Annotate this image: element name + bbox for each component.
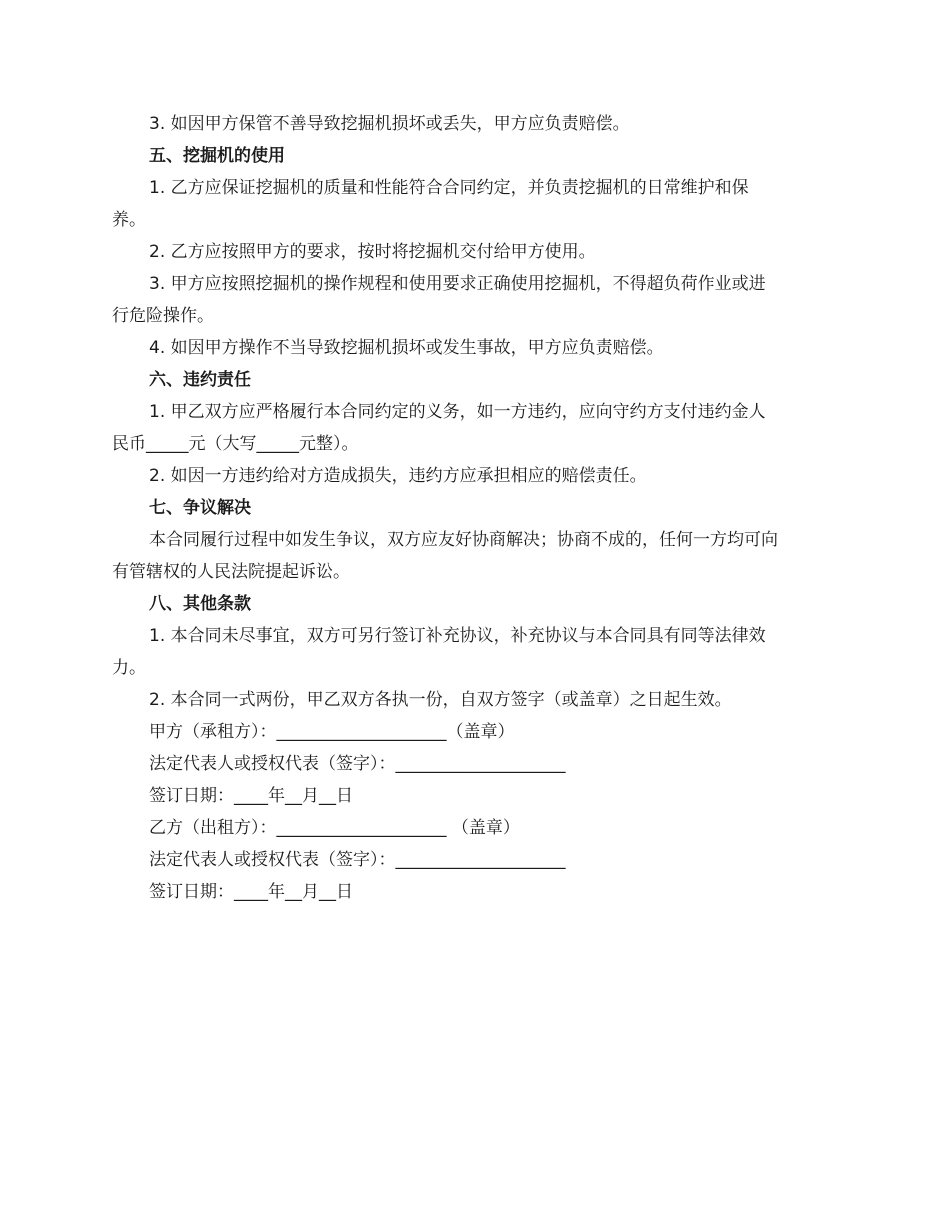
contract-text-line: 1. 甲乙双方应严格履行本合同约定的义务，如一方违约，应向守约方支付违约金人 (149, 402, 766, 422)
contract-text-line: 1. 乙方应保证挖掘机的质量和性能符合合同约定，并负责挖掘机的日常维护和保 (149, 178, 749, 198)
contract-text-line: 签订日期：____年__月__日 (149, 882, 353, 902)
contract-text-line: 4. 如因甲方操作不当导致挖掘机损坏或发生事故，甲方应负责赔偿。 (149, 338, 664, 358)
section-heading: 六、违约责任 (149, 370, 251, 390)
contract-text-line: 2. 乙方应按照甲方的要求，按时将挖掘机交付给甲方使用。 (149, 242, 596, 262)
section-heading: 八、其他条款 (149, 594, 251, 614)
contract-text-line: 行危险操作。 (112, 306, 214, 326)
contract-text-line: 有管辖权的人民法院提起诉讼。 (112, 562, 350, 582)
contract-text-line: 法定代表人或授权代表（签字）：____________________ (149, 850, 566, 870)
section-heading: 五、挖掘机的使用 (149, 146, 285, 166)
contract-text-line: 力。 (112, 658, 146, 678)
contract-text-line: 甲方（承租方）：____________________（盖章） (149, 722, 515, 742)
contract-text-line: 法定代表人或授权代表（签字）：____________________ (149, 754, 566, 774)
contract-text-line: 养。 (112, 210, 146, 230)
contract-text-line: 本合同履行过程中如发生争议，双方应友好协商解决；协商不成的，任何一方均可向 (149, 530, 778, 550)
contract-text-line: 3. 甲方应按照挖掘机的操作规程和使用要求正确使用挖掘机，不得超负荷作业或进 (149, 274, 766, 294)
contract-text-line: 乙方（出租方）：____________________ （盖章） (149, 818, 520, 838)
contract-text-line: 3. 如因甲方保管不善导致挖掘机损坏或丢失，甲方应负责赔偿。 (149, 114, 630, 134)
contract-page (112, 108, 842, 908)
contract-text-line: 2. 如因一方违约给对方造成损失，违约方应承担相应的赔偿责任。 (149, 466, 647, 486)
contract-text-line: 2. 本合同一式两份，甲乙双方各执一份，自双方签字（或盖章）之日起生效。 (149, 690, 732, 710)
contract-text-line: 签订日期：____年__月__日 (149, 786, 353, 806)
section-heading: 七、争议解决 (149, 498, 251, 518)
contract-text-line: 1. 本合同未尽事宜，双方可另行签订补充协议，补充协议与本合同具有同等法律效 (149, 626, 766, 646)
contract-text-line: 民币_____元（大写_____元整）。 (112, 434, 359, 454)
